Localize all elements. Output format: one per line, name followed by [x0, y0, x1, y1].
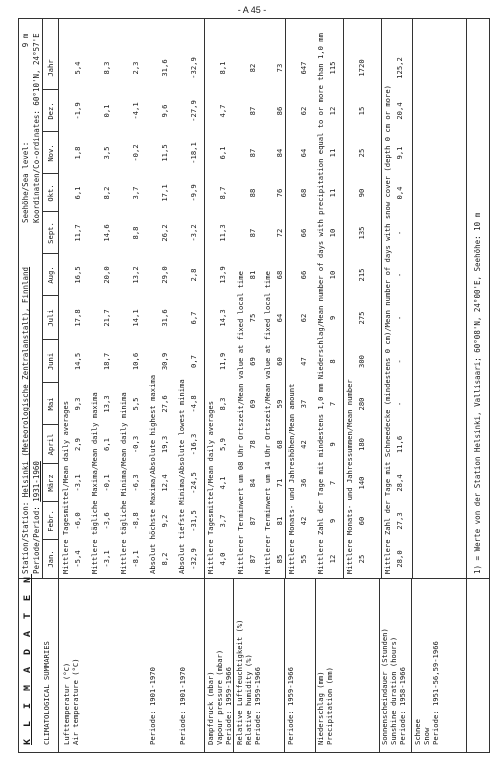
- value-cell: 5,4: [73, 61, 82, 75]
- row-caption: Mittlere Tagesmittel/Mean daily averages: [206, 400, 215, 574]
- value-cell: 9,3: [73, 397, 82, 411]
- value-cell: -4,8: [189, 395, 198, 413]
- value-cell: 9,2: [160, 514, 169, 528]
- value-cell: 85: [275, 554, 284, 564]
- value-cell: 9: [328, 518, 337, 524]
- value-cell: 71: [275, 478, 284, 488]
- value-cell: 8,1: [218, 61, 227, 75]
- row-caption: Mittlere Tagesmittel/Mean daily averages: [61, 400, 70, 574]
- value-cell: 27,6: [160, 395, 169, 413]
- value-cell: 4,7: [218, 104, 227, 118]
- value-cell: 14,6: [102, 224, 111, 242]
- left-section-line: Periode: 1959-1966: [224, 667, 233, 745]
- row-caption: Absolut tiefste Minima/Absolute lowest minima: [177, 379, 186, 574]
- value-cell: -4,1: [131, 102, 140, 120]
- value-cell: 82: [248, 63, 257, 73]
- value-cell: 20,0: [102, 266, 111, 284]
- footnote: 1) = Werte von der Station Helsinki, Vallisaari; 60°08'N, 24°00'E, Seehöhe: 10 m: [473, 212, 482, 574]
- value-cell: 0,4: [395, 186, 404, 200]
- left-section-line: Sunshine duration (hours): [389, 636, 398, 745]
- left-section-line: Air temperature (°C): [71, 658, 80, 745]
- page-number: - A 45 -: [237, 5, 267, 15]
- value-cell: -: [395, 401, 404, 407]
- value-cell: 60: [357, 516, 366, 526]
- value-cell: 125,2: [395, 57, 404, 79]
- value-cell: 8,2: [160, 552, 169, 566]
- period-value: 1931-1960: [32, 461, 41, 502]
- value-cell: 78: [248, 440, 257, 449]
- row-caption: Mittlere Monats- und Jahreshöhen/Mean amount: [287, 383, 296, 574]
- value-cell: 68: [275, 270, 284, 280]
- doc-subtitle: CLIMATOLOGICAL SUMMARIES: [42, 641, 51, 745]
- row-caption: Mittlerer Terminwert um 14 Uhr Ortszeit/Mean value at fixed local time: [263, 271, 272, 574]
- value-cell: 20,4: [395, 102, 404, 120]
- value-cell: 1,8: [73, 146, 82, 160]
- value-cell: 11,7: [73, 224, 82, 242]
- value-cell: 81: [248, 270, 257, 280]
- value-cell: 115: [328, 61, 337, 75]
- value-cell: 6,1: [218, 146, 227, 160]
- value-cell: 25: [357, 554, 366, 564]
- value-cell: 13,2: [131, 266, 140, 284]
- value-cell: 135: [357, 226, 366, 240]
- value-cell: 13,9: [218, 266, 227, 284]
- value-cell: -8,1: [131, 550, 140, 568]
- value-cell: 11: [328, 188, 337, 198]
- value-cell: -3,1: [102, 550, 111, 568]
- value-cell: 11,5: [160, 144, 169, 162]
- row-caption: Mittlere Zahl der Tage mit Schneedecke (mindestens 0 cm)/Mean number of days with snow cover (depth 0 cm or more): [383, 85, 392, 574]
- value-cell: -3,2: [189, 224, 198, 242]
- value-cell: 8,7: [218, 186, 227, 200]
- value-cell: 11,3: [218, 224, 227, 242]
- station-value: Helsinki (Meteorologische Zentralanstalt), Finnland: [21, 266, 30, 498]
- value-cell: -: [395, 315, 404, 321]
- value-cell: 0,7: [189, 355, 198, 368]
- row-caption: Mittlere tägliche Maxima/Mean daily maxima: [90, 392, 99, 574]
- left-section-line: Relative humidity (%): [244, 654, 253, 745]
- month-header: Sept.: [46, 222, 55, 244]
- value-cell: 8,2: [102, 186, 111, 200]
- rotated-table: [18, 18, 490, 753]
- value-cell: 4,0: [218, 552, 227, 566]
- value-cell: -1,9: [73, 102, 82, 120]
- value-cell: 5,5: [131, 397, 140, 411]
- value-cell: 3,5: [102, 146, 111, 160]
- value-cell: 647: [299, 61, 308, 75]
- month-header: Aug.: [46, 266, 55, 284]
- value-cell: 66: [299, 270, 308, 280]
- value-cell: 62: [299, 313, 308, 323]
- value-cell: 88: [248, 188, 257, 198]
- value-cell: -31,5: [189, 510, 198, 532]
- month-header: Nov.: [46, 144, 55, 162]
- value-cell: 2,8: [189, 268, 198, 282]
- month-header: Jahr: [46, 59, 55, 77]
- value-cell: -: [395, 272, 404, 278]
- left-section-line: Lufttemperatur (°C): [62, 662, 71, 745]
- left-section-line: Periode: 1958-1966: [398, 667, 407, 745]
- value-cell: 26,2: [160, 224, 169, 242]
- value-cell: 42: [299, 440, 308, 449]
- value-cell: 87: [248, 148, 257, 158]
- row-caption: Mittlerer Terminwert um 08 Uhr Ortszeit/Mean value at fixed local time: [236, 271, 245, 574]
- value-cell: 69: [248, 399, 257, 409]
- coords-label: Koordinaten/Co-ordinates:: [32, 110, 41, 223]
- left-section-line: Periode: 1959-1966: [253, 667, 262, 745]
- value-cell: 9,1: [395, 146, 404, 160]
- value-cell: 30,9: [160, 352, 169, 371]
- value-cell: 215: [357, 268, 366, 282]
- value-cell: 76: [275, 188, 284, 198]
- value-cell: 28,0: [395, 550, 404, 568]
- value-cell: 280: [357, 397, 366, 411]
- climate-sheet: [18, 18, 490, 753]
- row-caption: Mittlere Monats- und Jahressummen/Mean number: [345, 379, 354, 574]
- value-cell: 31,6: [160, 59, 169, 77]
- value-cell: -0,3: [131, 435, 140, 454]
- value-cell: 27,3: [395, 512, 404, 530]
- row-caption: Mittlere Zahl der Tage mit mindestens 1,0 mm Niederschlag/Mean number of days with precipitation equal to or more than 1,0 mm: [316, 33, 325, 574]
- value-cell: 8,3: [102, 61, 111, 75]
- value-cell: 9: [328, 442, 337, 447]
- left-section-line: Sonnenscheindauer (Stunden): [380, 628, 389, 745]
- value-cell: 7: [328, 480, 337, 486]
- value-cell: 11,9: [218, 352, 227, 371]
- value-cell: 72: [275, 228, 284, 238]
- value-cell: 10,6: [131, 352, 140, 371]
- value-cell: 9: [328, 315, 337, 321]
- value-cell: -27,9: [189, 100, 198, 122]
- left-section-line: Relative Luftfeuchtigkeit (%): [235, 619, 244, 745]
- main-panel: [18, 18, 490, 578]
- value-cell: 36: [299, 478, 308, 488]
- value-cell: 81: [275, 516, 284, 526]
- value-cell: 180: [357, 438, 366, 451]
- left-section-line: Schnee: [413, 719, 422, 745]
- value-cell: 64: [299, 148, 308, 158]
- left-section-line: Dampfdruck (mbar): [206, 671, 215, 745]
- value-cell: -0,2: [131, 144, 140, 162]
- value-cell: 86: [275, 106, 284, 116]
- row-caption: Absolut höchste Maxima/Absolute highest maxima: [148, 374, 157, 574]
- value-cell: 14,5: [73, 352, 82, 371]
- value-cell: -6,3: [131, 474, 140, 492]
- value-cell: 12: [328, 106, 337, 116]
- value-cell: 13,3: [102, 395, 111, 413]
- value-cell: 87: [248, 516, 257, 526]
- value-cell: -3,6: [102, 512, 111, 530]
- value-cell: 9,6: [160, 104, 169, 118]
- value-cell: 84: [275, 148, 284, 158]
- value-cell: 8: [328, 359, 337, 364]
- value-cell: 8,8: [131, 226, 140, 240]
- value-cell: 5,9: [218, 438, 227, 451]
- value-cell: 73: [275, 63, 284, 73]
- value-cell: 12,4: [160, 474, 169, 492]
- station-label: Station/Station:: [21, 501, 30, 574]
- value-cell: 87: [248, 228, 257, 238]
- month-header: April: [46, 433, 55, 456]
- value-cell: 37: [299, 399, 308, 409]
- left-section-line: Niederschlag (mm): [316, 671, 325, 745]
- left-section-line: Periode: 1901-1970: [148, 667, 157, 745]
- value-cell: 84: [248, 478, 257, 488]
- value-cell: 6,1: [102, 438, 111, 451]
- value-cell: 55: [299, 554, 308, 564]
- value-cell: -: [395, 230, 404, 236]
- value-cell: -5,4: [73, 550, 82, 568]
- value-cell: 87: [248, 554, 257, 564]
- value-cell: 60: [275, 357, 284, 366]
- value-cell: 68: [299, 188, 308, 198]
- value-cell: 0,1: [102, 104, 111, 118]
- left-section-line: Periode: 1901-1970: [178, 667, 187, 745]
- value-cell: 4,1: [218, 476, 227, 490]
- value-cell: 62: [299, 106, 308, 116]
- month-header: Febr.: [46, 510, 55, 532]
- value-cell: 90: [357, 188, 366, 198]
- value-cell: 10: [328, 270, 337, 280]
- value-cell: 10: [328, 228, 337, 238]
- value-cell: 275: [357, 311, 366, 325]
- month-header: Mai: [46, 397, 55, 411]
- value-cell: 3,7: [131, 186, 140, 200]
- value-cell: 28,4: [395, 474, 404, 492]
- value-cell: -32,9: [189, 57, 198, 79]
- doc-title: K L I M A D A T E N: [23, 573, 34, 745]
- value-cell: -9,9: [189, 184, 198, 202]
- value-cell: 69: [248, 357, 257, 366]
- value-cell: 15: [357, 106, 366, 116]
- value-cell: 31,6: [160, 309, 169, 327]
- month-header: März: [46, 474, 55, 492]
- value-cell: -32,9: [189, 548, 198, 570]
- left-panel: [18, 573, 490, 753]
- value-cell: 14,3: [218, 309, 227, 327]
- value-cell: 2,9: [73, 438, 82, 451]
- value-cell: 17,1: [160, 184, 169, 202]
- left-section-line: Periode: 1959-1966: [286, 667, 295, 745]
- value-cell: 6,1: [73, 186, 82, 200]
- value-cell: -3,1: [73, 474, 82, 492]
- value-cell: 2,3: [131, 61, 140, 75]
- left-section-line: Snow: [422, 727, 431, 745]
- month-header: Juli: [46, 309, 55, 327]
- value-cell: -16,3: [189, 433, 198, 456]
- sealevel-label: Seehöhe/Sea level:: [21, 141, 30, 223]
- left-section-line: Periode: 1951-56,59-1966: [431, 641, 440, 745]
- sealevel-value: 9 m: [21, 33, 30, 48]
- month-header: Juni: [46, 352, 55, 371]
- value-cell: -0,1: [102, 474, 111, 492]
- value-cell: 19,3: [160, 435, 169, 454]
- value-cell: -18,1: [189, 142, 198, 164]
- value-cell: 3,7: [218, 514, 227, 528]
- value-cell: 11: [328, 148, 337, 158]
- value-cell: 18,7: [102, 352, 111, 371]
- value-cell: 16,5: [73, 266, 82, 284]
- row-caption: Mittlere tägliche Minima/Mean daily minima: [119, 392, 128, 574]
- value-cell: 29,0: [160, 266, 169, 284]
- value-cell: 17,8: [73, 309, 82, 327]
- value-cell: 140: [357, 476, 366, 490]
- value-cell: 47: [299, 357, 308, 366]
- period-label: Periode/Period:: [32, 506, 41, 574]
- value-cell: 300: [357, 355, 366, 368]
- month-header: Jan.: [46, 550, 55, 568]
- value-cell: -8,8: [131, 512, 140, 530]
- value-cell: -6,0: [73, 512, 82, 530]
- value-cell: -: [395, 359, 404, 364]
- value-cell: 1720: [357, 59, 366, 77]
- month-header: Dez.: [46, 102, 55, 120]
- value-cell: 64: [275, 313, 284, 323]
- value-cell: 87: [248, 106, 257, 116]
- coords-value: 60°10'N, 24°57'E: [32, 33, 41, 106]
- value-cell: 59: [275, 399, 284, 409]
- value-cell: -24,5: [189, 472, 198, 494]
- value-cell: 21,7: [102, 309, 111, 327]
- left-section-line: Precipitation (mm): [325, 667, 334, 745]
- value-cell: 6,7: [189, 311, 198, 325]
- value-cell: 12: [328, 554, 337, 564]
- value-cell: 68: [275, 440, 284, 449]
- value-cell: 11,6: [395, 435, 404, 454]
- value-cell: 8,3: [218, 397, 227, 411]
- value-cell: 14,1: [131, 309, 140, 327]
- value-cell: 75: [248, 313, 257, 323]
- month-header: Okt.: [46, 184, 55, 202]
- value-cell: 42: [299, 516, 308, 526]
- left-section-line: Vapour pressure (mbar): [215, 649, 224, 745]
- value-cell: 25: [357, 148, 366, 158]
- value-cell: 7: [328, 401, 337, 407]
- value-cell: 66: [299, 228, 308, 238]
